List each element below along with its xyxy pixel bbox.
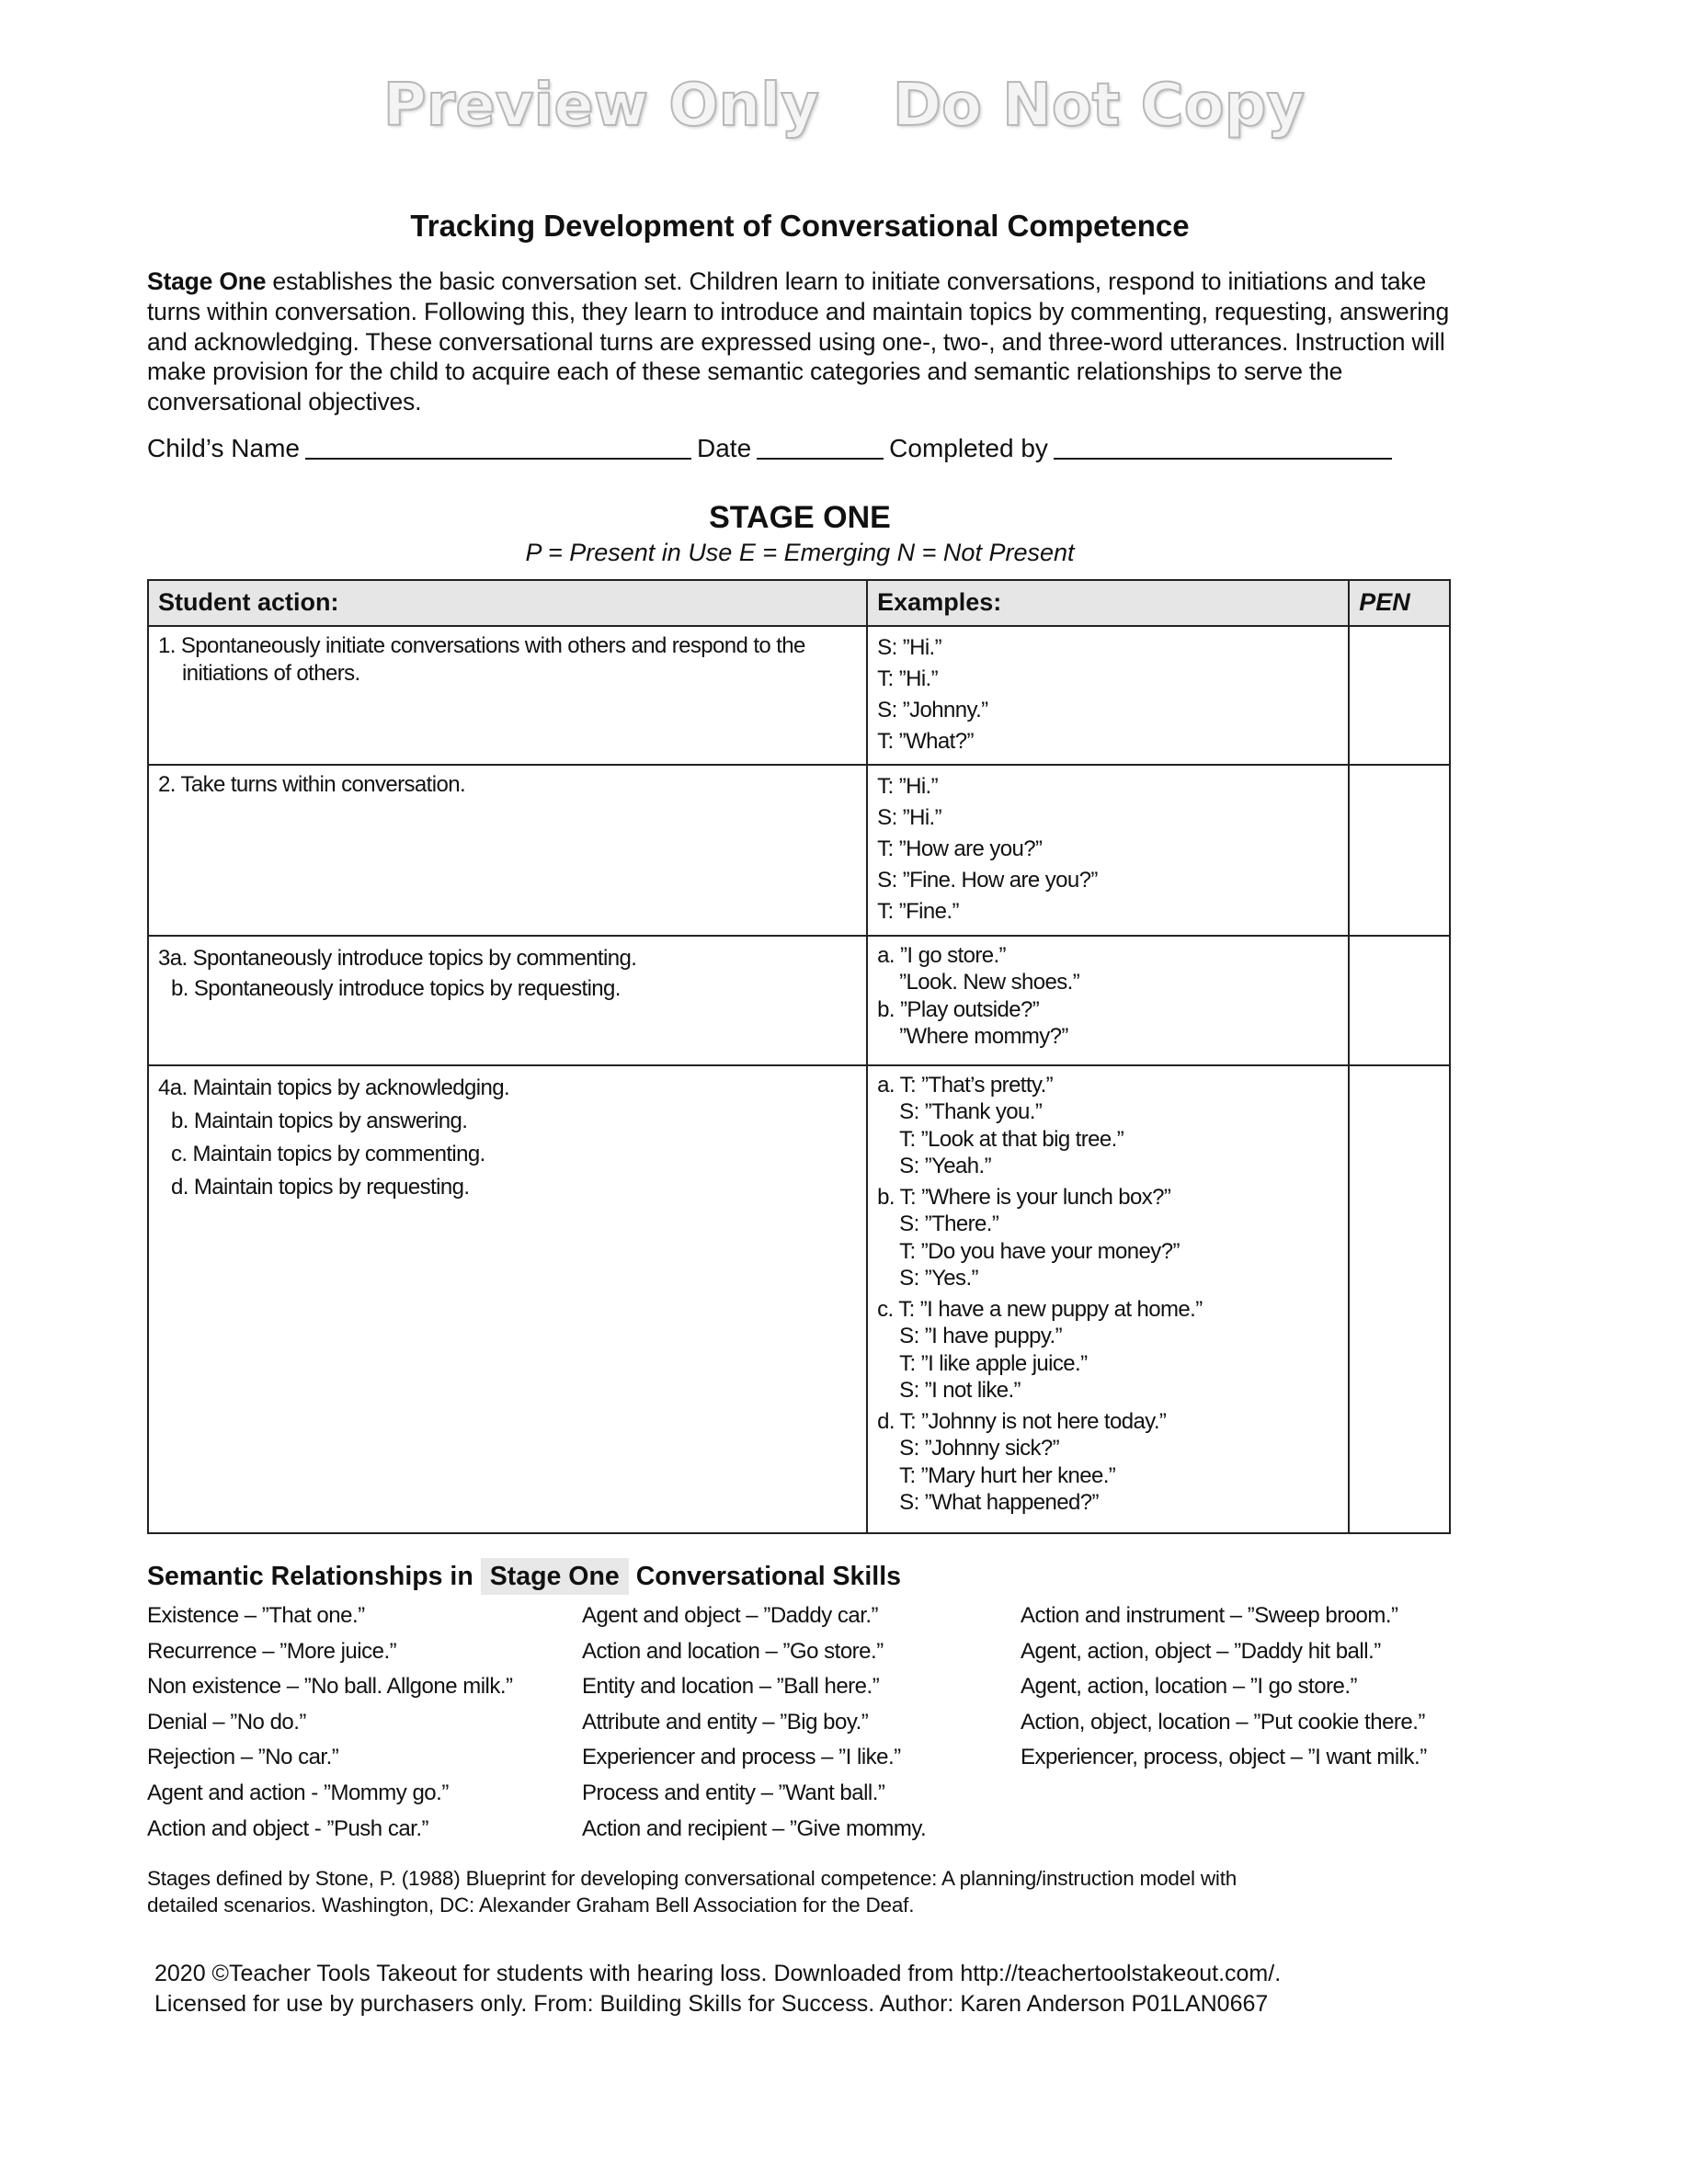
- intro-lead: Stage One: [147, 267, 267, 295]
- date-field[interactable]: [757, 438, 884, 460]
- example-line: T: ”Do you have your money?”: [899, 1238, 1180, 1264]
- completed-by-label: Completed by: [889, 433, 1048, 462]
- example-line: S: ”I not like.”: [899, 1378, 1021, 1404]
- action-cell: [148, 626, 867, 765]
- example-line: S: ”Johnny.”: [877, 697, 988, 722]
- footer-line: 2020 ©Teacher Tools Takeout for students with hearing loss. Downloaded from http://teachertoolstakeout.com/.: [154, 1961, 1282, 1987]
- table-row: [148, 1065, 1450, 1533]
- example-line: a. T: ”That’s pretty.”: [877, 1072, 1054, 1098]
- completed-by-field[interactable]: [1054, 438, 1392, 460]
- pen-legend: P = Present in Use E = Emerging N = Not Present: [525, 538, 1075, 566]
- document-title: Tracking Development of Conversational Competence: [410, 209, 1190, 243]
- example-line: b. T: ”Where is your lunch box?”: [877, 1184, 1171, 1210]
- example-line: S: ”There.”: [899, 1211, 999, 1237]
- action-cell: [148, 1065, 867, 1533]
- table-header-row: [148, 580, 1450, 626]
- examples-cell: [867, 936, 1349, 1065]
- semantic-item: Experiencer, process, object – ”I want milk.”: [1021, 1745, 1427, 1770]
- semantic-grid: [147, 1598, 1453, 1847]
- intro-text: establishes the basic conversation set. Children learn to initiate conversations, respond to initiations and take turns within conversation. Following this, they learn to introduce and maintain topics by commenting, requesting, answering and acknowledging. These conversational turns are expressed using one-, two-, and three-word utterances. Instruction will make provision for the child to acquire each of these semantic categories and semantic relationships to serve the conversational objectives.: [147, 267, 1449, 416]
- footer: [154, 1959, 1453, 2019]
- example-line: S: ”Hi.”: [877, 634, 942, 660]
- example-line: T: ”What?”: [877, 728, 974, 754]
- semantic-item: Entity and location – ”Ball here.”: [582, 1674, 880, 1700]
- header-examples: Examples:: [867, 580, 1349, 626]
- action-line: initiations of others.: [182, 660, 360, 686]
- example-group-a: [877, 1072, 1339, 1180]
- example-line: S: ”Yeah.”: [899, 1154, 992, 1179]
- example-group-c: [877, 1296, 1339, 1405]
- example-line: T: ”How are you?”: [877, 836, 1043, 861]
- table-row: [148, 765, 1450, 936]
- action-line: 2. Take turns within conversation.: [158, 771, 466, 797]
- example-line: ”Where mommy?”: [899, 1024, 1068, 1050]
- semantic-column-1: [147, 1598, 582, 1847]
- examples-cell: [867, 1065, 1349, 1533]
- table-row: [148, 936, 1450, 1065]
- example-group-b: [877, 1184, 1339, 1292]
- examples-cell: [867, 765, 1349, 936]
- citation: [147, 1865, 1453, 1918]
- semantic-item: Action and recipient – ”Give mommy.: [582, 1815, 927, 1841]
- example-line: S: ”Fine. How are you?”: [877, 867, 1098, 893]
- intro-paragraph: [147, 267, 1453, 417]
- pen-cell[interactable]: [1349, 626, 1450, 765]
- citation-line: detailed scenarios. Washington, DC: Alexander Graham Bell Association for the Deaf.: [147, 1894, 915, 1917]
- example-line: S: ”I have puppy.”: [899, 1324, 1063, 1349]
- semantic-item: Non existence – ”No ball. Allgone milk.”: [147, 1674, 513, 1700]
- stage-heading: STAGE ONE: [709, 499, 891, 535]
- header-pen: PEN: [1349, 580, 1450, 626]
- child-name-label: Child’s Name: [147, 433, 300, 462]
- watermark-preview-only: Preview Only: [382, 72, 819, 140]
- child-name-field[interactable]: [305, 438, 691, 460]
- action-cell: [148, 765, 867, 936]
- example-group-d: [877, 1408, 1339, 1517]
- semantic-item: Agent, action, location – ”I go store.”: [1021, 1674, 1358, 1700]
- semantic-item: Action and instrument – ”Sweep broom.”: [1021, 1602, 1398, 1628]
- semantic-column-2: [582, 1598, 1021, 1847]
- pen-cell[interactable]: [1349, 936, 1450, 1065]
- document-page: [147, 208, 1453, 2019]
- header-student-action: Student action:: [148, 580, 867, 626]
- semantic-item: Process and entity – ”Want ball.”: [582, 1780, 885, 1805]
- semantic-item: Attribute and entity – ”Big boy.”: [582, 1709, 869, 1735]
- example-line: T: ”Mary hurt her knee.”: [899, 1462, 1116, 1488]
- table-row: [148, 626, 1450, 765]
- action-line: d. Maintain topics by requesting.: [171, 1174, 470, 1200]
- example-line: c. T: ”I have a new puppy at home.”: [877, 1296, 1203, 1322]
- example-line: T: ”Hi.”: [877, 665, 939, 691]
- action-line: 4a. Maintain topics by acknowledging.: [158, 1075, 510, 1100]
- semantic-heading: [147, 1558, 1453, 1595]
- semantic-heading-post: Conversational Skills: [635, 1561, 901, 1591]
- semantic-item: Agent, action, object – ”Daddy hit ball.”: [1021, 1638, 1381, 1664]
- example-line: T: ”Fine.”: [877, 898, 959, 924]
- semantic-column-3: [1021, 1598, 1453, 1847]
- example-line: S: ”Thank you.”: [899, 1099, 1043, 1125]
- pen-cell[interactable]: [1349, 1065, 1450, 1533]
- semantic-item: Recurrence – ”More juice.”: [147, 1638, 397, 1664]
- semantic-item: Existence – ”That one.”: [147, 1602, 365, 1628]
- example-line: T: ”Hi.”: [877, 773, 939, 799]
- action-line: c. Maintain topics by commenting.: [171, 1141, 485, 1166]
- action-line: 1. Spontaneously initiate conversations with others and respond to the: [158, 632, 805, 658]
- action-line: b. Spontaneously introduce topics by requesting.: [171, 975, 621, 1001]
- action-cell: [148, 936, 867, 1065]
- watermark-do-not-copy: Do Not Copy: [892, 72, 1306, 140]
- example-line: T: ”Look at that big tree.”: [899, 1126, 1124, 1152]
- action-line: 3a. Spontaneously introduce topics by commenting.: [158, 945, 637, 971]
- semantic-heading-pre: Semantic Relationships in: [147, 1561, 473, 1591]
- example-line: S: ”Johnny sick?”: [899, 1436, 1060, 1462]
- pen-cell[interactable]: [1349, 765, 1450, 936]
- action-line: b. Maintain topics by answering.: [171, 1108, 468, 1133]
- form-fields: [147, 432, 1453, 465]
- semantic-heading-highlight: Stage One: [481, 1558, 629, 1595]
- semantic-item: Denial – ”No do.”: [147, 1709, 306, 1735]
- semantic-item: Rejection – ”No car.”: [147, 1745, 339, 1770]
- semantic-item: Agent and object – ”Daddy car.”: [582, 1602, 879, 1628]
- example-line: S: ”What happened?”: [899, 1490, 1099, 1516]
- semantic-item: Agent and action - ”Mommy go.”: [147, 1780, 449, 1805]
- example-line: d. T: ”Johnny is not here today.”: [877, 1408, 1167, 1434]
- semantic-item: Experiencer and process – ”I like.”: [582, 1745, 901, 1770]
- example-line: a. ”I go store.”: [877, 942, 1006, 968]
- semantic-item: Action and location – ”Go store.”: [582, 1638, 884, 1664]
- semantic-item: Action and object - ”Push car.”: [147, 1815, 428, 1841]
- example-line: S: ”Yes.”: [899, 1266, 978, 1291]
- watermark: [0, 28, 1688, 184]
- tracking-table: [147, 579, 1451, 1534]
- example-line: ”Look. New shoes.”: [899, 970, 1080, 995]
- footer-line: Licensed for use by purchasers only. From: Building Skills for Success. Author: Karen Anderson P01LAN0667: [154, 1991, 1269, 2018]
- date-label: Date: [697, 433, 752, 462]
- example-line: S: ”Hi.”: [877, 804, 942, 830]
- example-line: T: ”I like apple juice.”: [899, 1350, 1088, 1376]
- citation-line: Stages defined by Stone, P. (1988) Blueprint for developing conversational competence: A planning/instruction model with: [147, 1867, 1237, 1891]
- examples-cell: [867, 626, 1349, 765]
- example-line: b. ”Play outside?”: [877, 996, 1040, 1022]
- semantic-item: Action, object, location – ”Put cookie there.”: [1021, 1709, 1425, 1735]
